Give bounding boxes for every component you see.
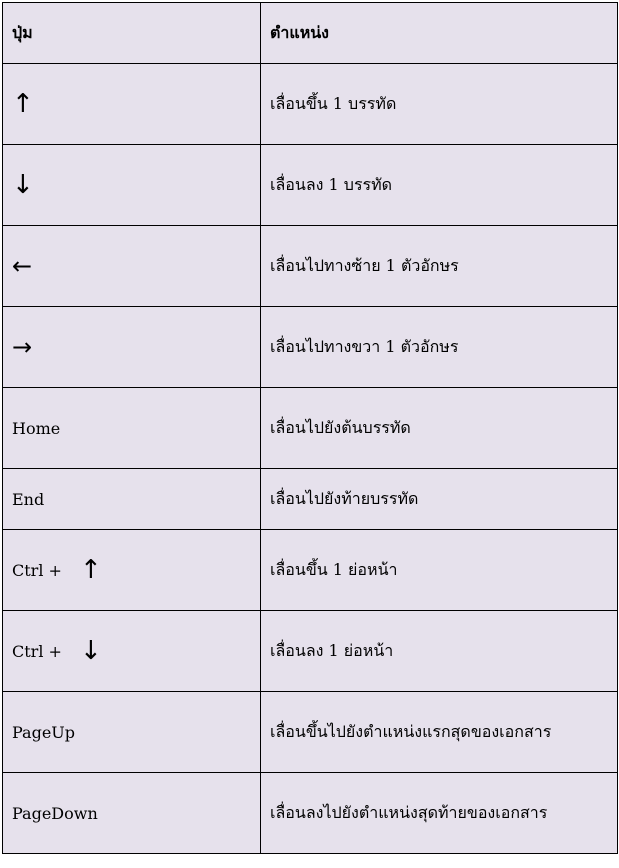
table-row <box>3 773 618 854</box>
arrow-left-icon: ← <box>12 252 33 280</box>
description-cell: เลื่อนขึ้น 1 ย่อหน้า <box>261 530 618 611</box>
key-cell <box>3 530 261 611</box>
description-cell: เลื่อนลง 1 บรรทัด <box>261 145 618 226</box>
key-cell: PageDown <box>3 773 261 854</box>
key-cell <box>3 611 261 692</box>
table-row <box>3 388 618 469</box>
table-row <box>3 226 618 307</box>
ctrl-label: Ctrl + <box>12 560 62 580</box>
table-row <box>3 469 618 530</box>
key-combo <box>12 638 102 664</box>
key-cell <box>3 145 261 226</box>
arrow-right-icon: → <box>12 333 33 361</box>
description-cell: เลื่อนขึ้น 1 บรรทัด <box>261 64 618 145</box>
key-cell <box>3 64 261 145</box>
arrow-down-icon: ↓ <box>79 636 102 666</box>
key-cell: Home <box>3 388 261 469</box>
header-position: ตำแหน่ง <box>261 3 618 64</box>
key-cell <box>3 307 261 388</box>
description-cell: เลื่อนไปทางซ้าย 1 ตัวอักษร <box>261 226 618 307</box>
description-cell: เลื่อนไปทางขวา 1 ตัวอักษร <box>261 307 618 388</box>
table-row <box>3 692 618 773</box>
description-cell: เลื่อนไปยังต้นบรรทัด <box>261 388 618 469</box>
ctrl-label: Ctrl + <box>12 641 62 661</box>
keyboard-shortcut-table <box>2 2 618 854</box>
description-cell: เลื่อนลงไปยังตำแหน่งสุดท้ายของเอกสาร <box>261 773 618 854</box>
key-combo <box>12 557 102 583</box>
table-row <box>3 64 618 145</box>
table-row <box>3 307 618 388</box>
arrow-down-icon: ↓ <box>12 170 34 200</box>
description-cell: เลื่อนลง 1 ย่อหน้า <box>261 611 618 692</box>
key-cell <box>3 226 261 307</box>
table-row <box>3 611 618 692</box>
description-cell: เลื่อนไปยังท้ายบรรทัด <box>261 469 618 530</box>
table-row <box>3 530 618 611</box>
header-key: ปุ่ม <box>3 3 261 64</box>
arrow-up-icon: ↑ <box>79 555 102 585</box>
key-cell: End <box>3 469 261 530</box>
table-row <box>3 145 618 226</box>
header-row <box>3 3 618 64</box>
key-cell: PageUp <box>3 692 261 773</box>
arrow-up-icon: ↑ <box>12 89 34 119</box>
description-cell: เลื่อนขึ้นไปยังตำแหน่งแรกสุดของเอกสาร <box>261 692 618 773</box>
